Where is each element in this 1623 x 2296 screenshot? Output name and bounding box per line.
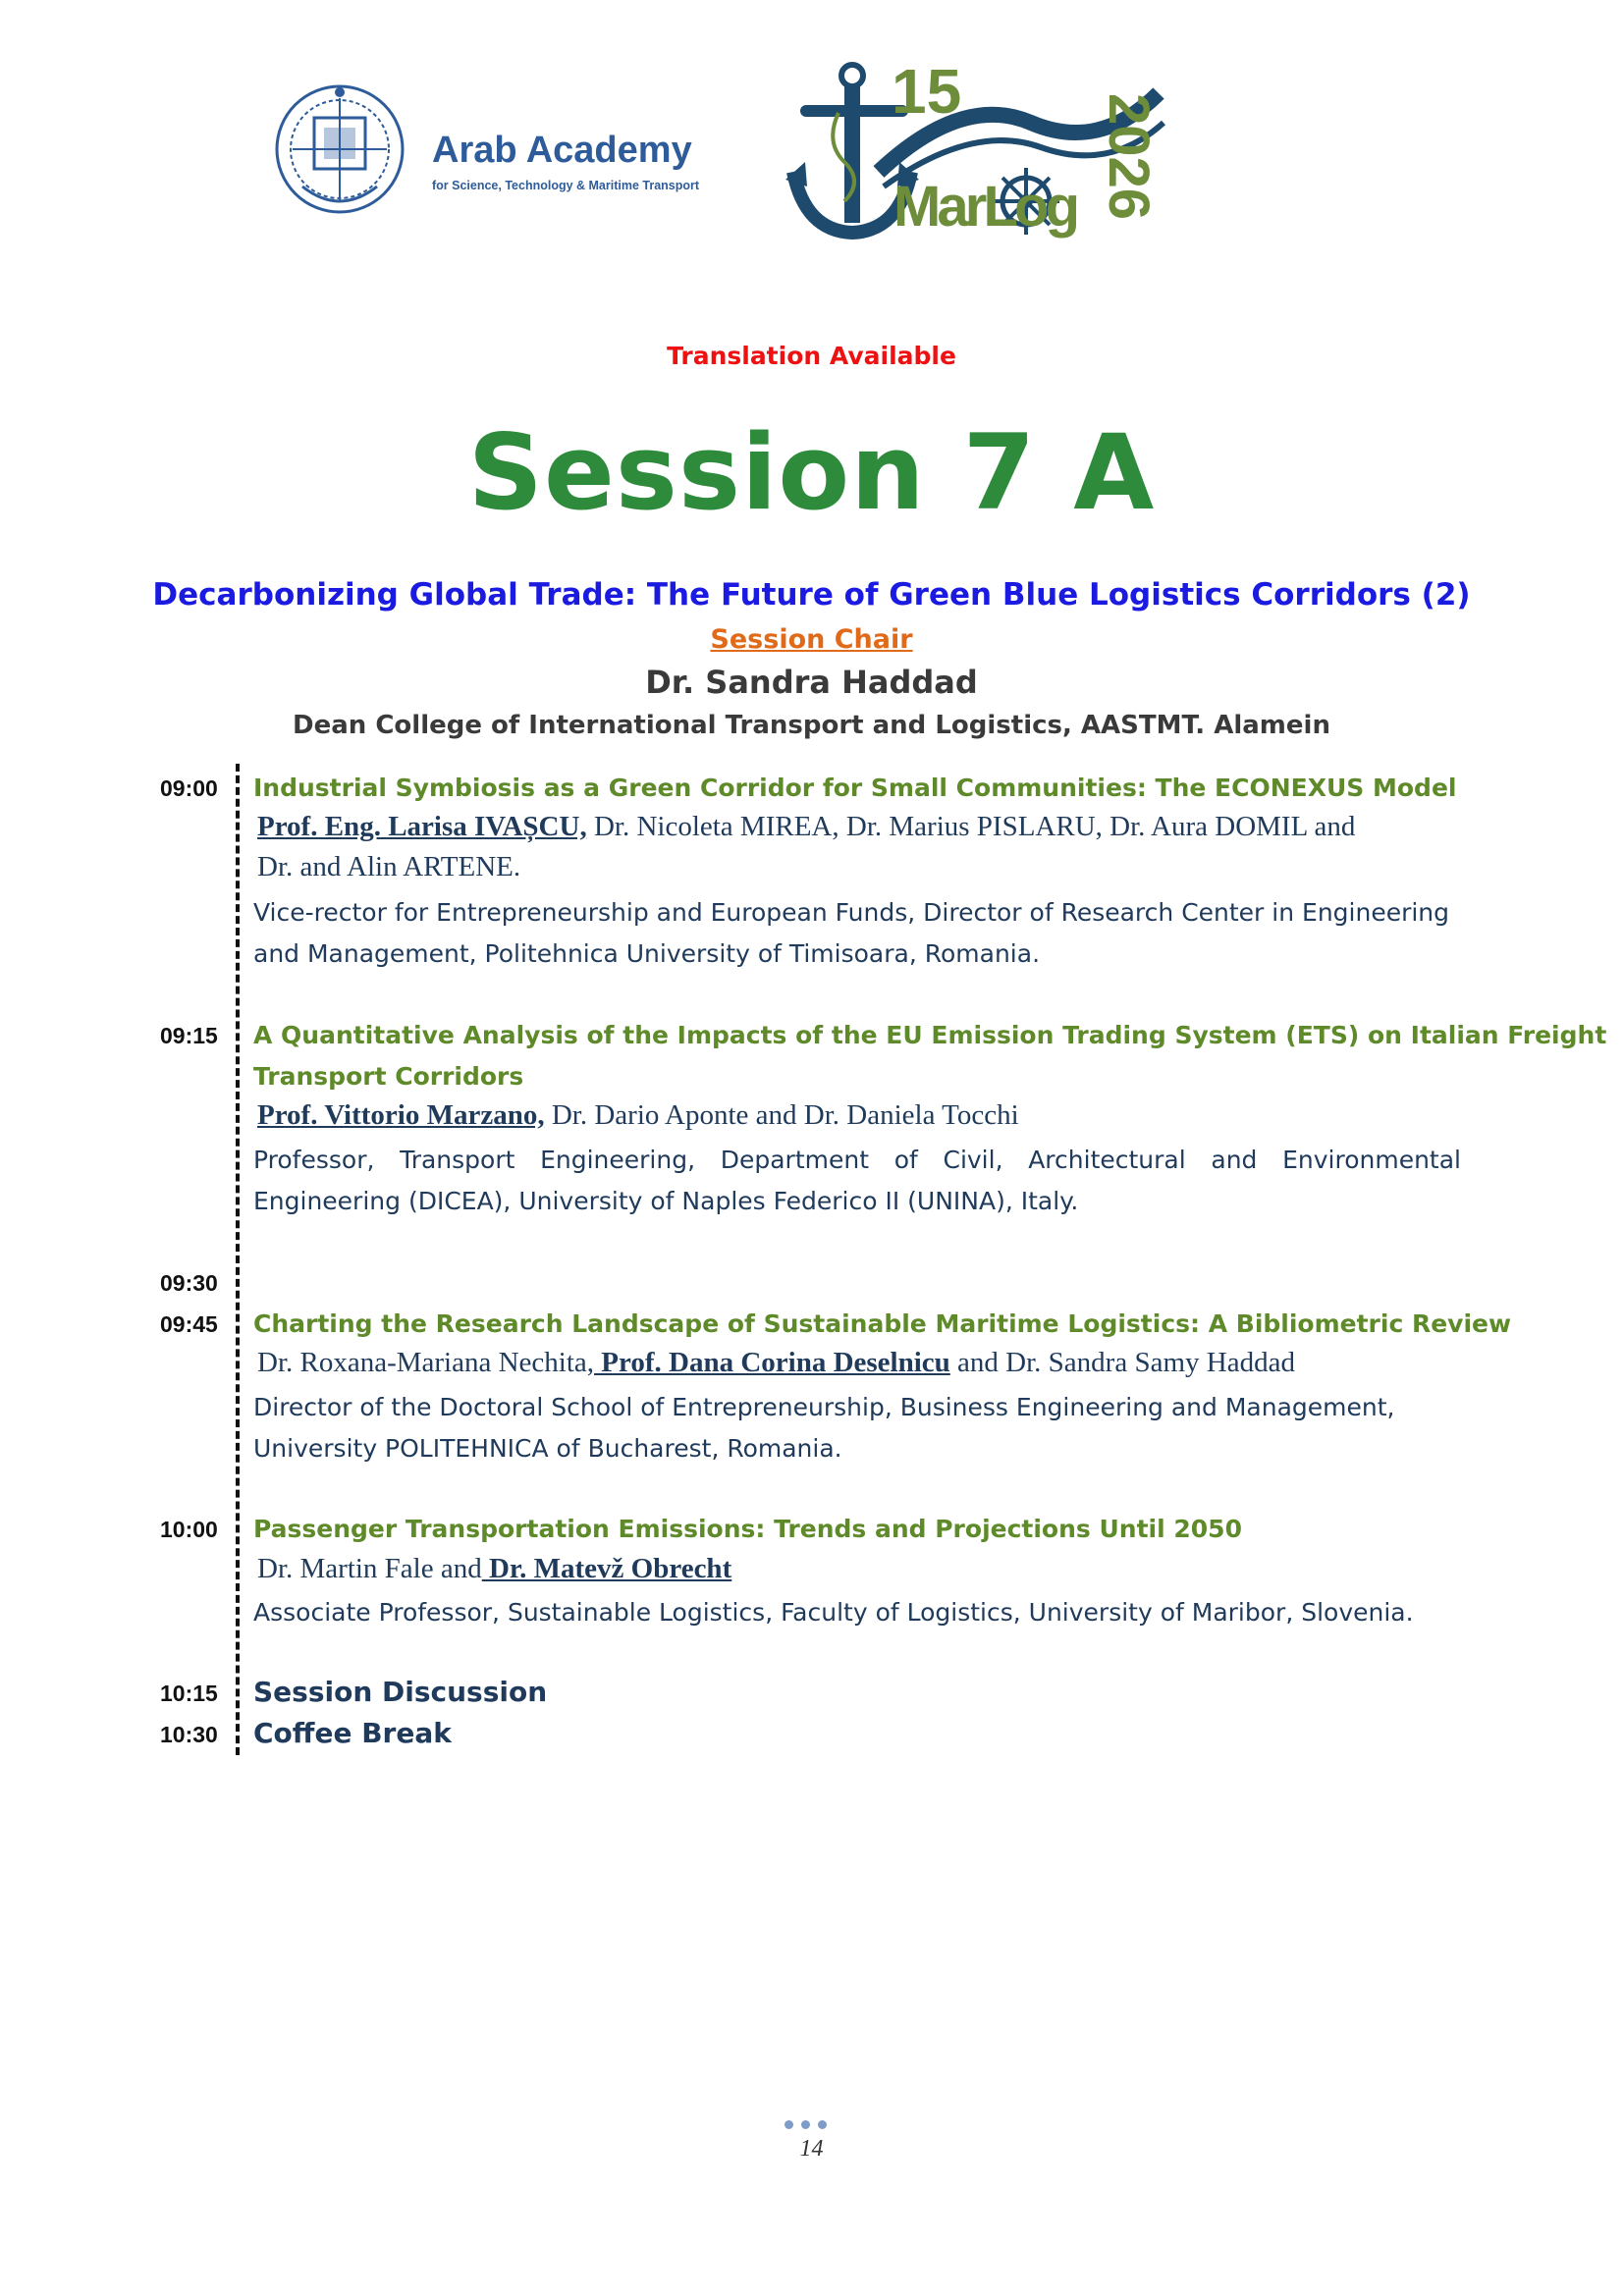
paper-title: Charting the Research Landscape of Sustainable Maritime Logistics: A Bibliometric Review — [253, 1309, 1512, 1338]
paper-title: Passenger Transportation Emissions: Trends and Projections Until 2050 — [253, 1515, 1242, 1543]
presenter-name: Prof. Eng. Larisa IVAȘCU, — [257, 811, 587, 842]
co-authors: Dr. Dario Aponte and Dr. Daniela Tocchi — [544, 1099, 1019, 1131]
co-authors: Dr. Martin Fale and — [257, 1553, 482, 1584]
footer-dots-decoration — [781, 2114, 831, 2133]
presenter-name: Dr. Matevž Obrecht — [481, 1553, 732, 1584]
author-list — [257, 1553, 731, 1585]
presenter-affiliation: Director of the Doctoral School of Entrepreneurship, Business Engineering and Management, University POLITEHNICA of Bucharest, Romania. — [253, 1393, 1395, 1463]
session-chair-affiliation: Dean College of International Transport and Logistics, AASTMT. Alamein — [293, 711, 1330, 740]
presenter-affiliation: Professor, Transport Engineering, Department of Civil, Architectural and Environmental Engineering (DICEA), University of Naples Federico II (UNINA), Italy. — [253, 1146, 1461, 1215]
presenter-name: Prof. Vittorio Marzano, — [257, 1099, 545, 1131]
time-slot: 09:45 — [160, 1311, 218, 1337]
marlog-year: 2026 — [1097, 93, 1161, 221]
paper-title-cont: Transport Corridors — [253, 1062, 524, 1091]
session-chair-label: Session Chair — [710, 624, 913, 655]
co-authors: and Dr. Sandra Samy Haddad — [949, 1347, 1295, 1378]
session-subtitle: Decarbonizing Global Trade: The Future of Green Blue Logistics Corridors (2) — [152, 577, 1471, 613]
presenter-affiliation: Vice-rector for Entrepreneurship and European Funds, Director of Research Center in Engineering and Management, Politehnica University of Timisoara, Romania. — [253, 898, 1450, 968]
co-authors: Dr. Roxana-Mariana Nechita, — [257, 1347, 595, 1378]
session-chair-name: Dr. Sandra Haddad — [645, 664, 978, 701]
session-title: Session 7 A — [467, 412, 1156, 533]
academy-name: Arab Academy — [432, 130, 692, 171]
marlog-name: MarLog — [893, 175, 1080, 239]
page-number: 14 — [799, 2136, 824, 2162]
time-slot: 10:15 — [160, 1681, 218, 1706]
time-slot: 10:30 — [160, 1722, 218, 1747]
timeline-divider — [236, 764, 240, 1755]
time-slot: 10:00 — [160, 1517, 218, 1542]
paper-title: A Quantitative Analysis of the Impacts of the EU Emission Trading System (ETS) on Italian Freight — [253, 1021, 1607, 1049]
marlog-number: 15 — [892, 56, 962, 127]
academy-subtitle: for Science, Technology & Maritime Transport — [432, 179, 700, 192]
marlog-logo — [785, 54, 1188, 250]
author-list — [257, 1099, 1019, 1132]
presenter-name: Prof. Dana Corina Deselnicu — [594, 1347, 950, 1378]
author-list — [257, 811, 1355, 843]
time-slot: 09:15 — [160, 1023, 218, 1048]
paper-title: Industrial Symbiosis as a Green Corridor for Small Communities: The ECONEXUS Model — [253, 774, 1457, 802]
session-discussion: Session Discussion — [253, 1676, 548, 1708]
author-list-cont: Dr. and Alin ARTENE. — [257, 851, 521, 882]
translation-notice: Translation Available — [667, 342, 956, 370]
presenter-affiliation: Associate Professor, Sustainable Logistics, Faculty of Logistics, University of Maribor, Slovenia. — [253, 1598, 1414, 1627]
co-authors: Dr. Nicoleta MIREA, Dr. Marius PISLARU, Dr. Aura DOMIL and — [586, 811, 1356, 842]
author-list — [257, 1347, 1295, 1379]
coffee-break: Coffee Break — [253, 1717, 452, 1749]
time-slot: 09:30 — [160, 1270, 218, 1296]
arab-academy-emblem-icon — [263, 79, 430, 226]
time-slot: 09:00 — [160, 775, 218, 801]
